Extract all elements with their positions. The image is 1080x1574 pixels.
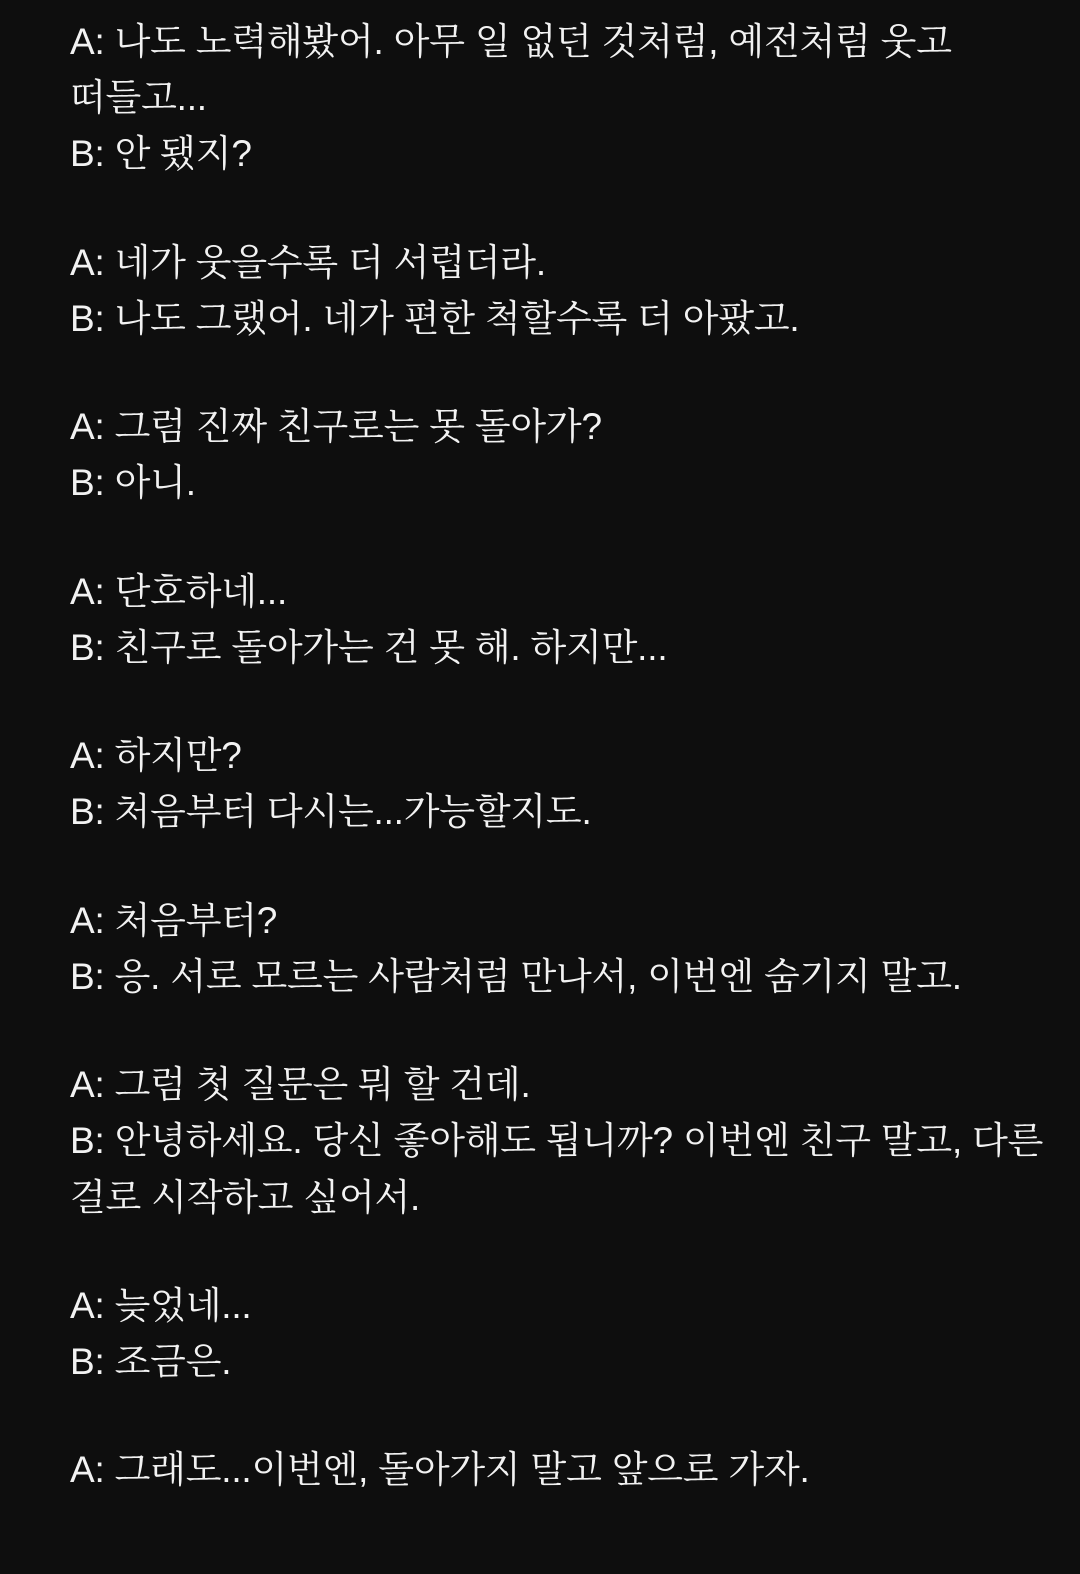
- dialogue-block: [70, 728, 1050, 840]
- dialogue-block: [70, 235, 1050, 347]
- dialogue-line: B: 응. 서로 모르는 사람처럼 만나서, 이번엔 숨기지 말고.: [70, 955, 962, 997]
- dialogue-line: B: 친구로 돌아가는 건 못 해. 하지만...: [70, 626, 668, 668]
- dialogue-line: A: 하지만?: [70, 735, 242, 777]
- dialogue-line: A: 그럼 진짜 친구로는 못 돌아가?: [70, 406, 602, 448]
- dialogue-block: [70, 564, 1050, 676]
- dialogue-line: A: 단호하네...: [70, 570, 288, 612]
- dialogue-line: A: 늦었네...: [70, 1284, 252, 1326]
- dialogue-line: A: 그래도...이번엔, 돌아가지 말고 앞으로 가자.: [70, 1449, 810, 1491]
- dialogue-block: [70, 1278, 1050, 1390]
- dialogue-block: [70, 14, 1050, 183]
- dialogue-line: B: 나도 그랬어. 네가 편한 척할수록 더 아팠고.: [70, 297, 800, 339]
- dialogue-line: A: 나도 노력해봤어. 아무 일 없던 것처럼, 예전처럼 웃고 떠들고...: [70, 21, 962, 119]
- dialogue-line: A: 처음부터?: [70, 899, 278, 941]
- dialogue-line: B: 안 됐지?: [70, 133, 252, 175]
- dialogue-transcript: [70, 14, 1054, 1498]
- dialogue-block: [70, 1442, 1050, 1498]
- dialogue-block: [70, 1057, 1054, 1226]
- dialogue-line: B: 아니.: [70, 462, 196, 504]
- dialogue-line: B: 처음부터 다시는...가능할지도.: [70, 791, 592, 833]
- dialogue-line: A: 네가 웃을수록 더 서럽더라.: [70, 241, 546, 283]
- dialogue-line: B: 조금은.: [70, 1340, 232, 1382]
- dialogue-block: [70, 893, 1050, 1005]
- dialogue-block: [70, 399, 1050, 511]
- dialogue-line: B: 안녕하세요. 당신 좋아해도 됩니까? 이번엔 친구 말고, 다른 걸로 시작하고 싶어서.: [70, 1120, 1054, 1218]
- dialogue-line: A: 그럼 첫 질문은 뭐 할 건데.: [70, 1064, 531, 1106]
